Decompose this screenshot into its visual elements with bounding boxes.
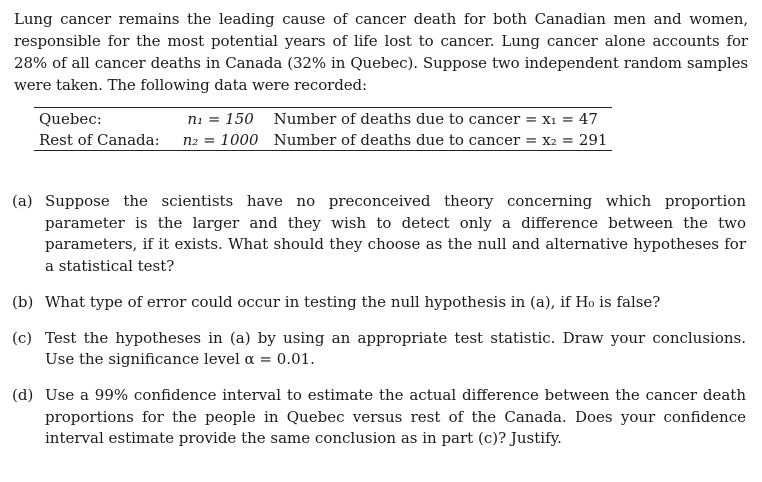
- question-part-c: [12, 328, 746, 371]
- part-text: Suppose the scientists have no preconceived theory concerning which proportion parameter is the larger and they wish to detect only a difference between the two parameters, if it exists. What should they choose as the null and alternative hypotheses for a statistical test?: [45, 192, 746, 276]
- death-count: Number of deaths due to cancer = x₁ = 47: [273, 109, 598, 128]
- row-label: Rest of Canada:: [39, 130, 160, 149]
- sample-size: n₁ = 150: [187, 109, 254, 128]
- table-row: [34, 108, 612, 130]
- question-part-a: [12, 191, 746, 278]
- part-label: (b): [12, 292, 34, 311]
- row-label: Quebec:: [39, 109, 102, 128]
- intro-paragraph: Lung cancer remains the leading cause of cancer death for both Canadian men and women, responsible for the most potential years of life lost to cancer. Lung cancer alone accounts for 28% of all cancer deaths in Canada (32% in Quebec). Suppose two independent random samples were taken. The following data were recorded:: [14, 10, 748, 94]
- question-part-b: [12, 292, 746, 314]
- death-count: Number of deaths due to cancer = x₂ = 291: [273, 130, 608, 149]
- part-text: What type of error could occur in testing the null hypothesis in (a), if H₀ is false?: [45, 292, 661, 311]
- table-row: [34, 129, 612, 151]
- part-label: (a): [12, 192, 33, 210]
- data-table: [34, 107, 612, 151]
- sample-size: n₂ = 1000: [182, 130, 259, 149]
- part-label: (c): [12, 328, 33, 347]
- part-text: Test the hypotheses in (a) by using an appropriate test statistic. Draw your conclusions. Use the significance level α = 0.01.: [45, 328, 746, 369]
- question-part-d: [12, 385, 746, 450]
- part-label: (d): [12, 385, 34, 404]
- document-page: [14, 8, 748, 96]
- part-text: Use a 99% confidence interval to estimate the actual difference between the cancer death proportions for the people in Quebec versus rest of the Canada. Does your confidence interval estimate provide the same conclusion as in part (c)? Justify.: [45, 385, 746, 448]
- question-parts: [12, 191, 746, 464]
